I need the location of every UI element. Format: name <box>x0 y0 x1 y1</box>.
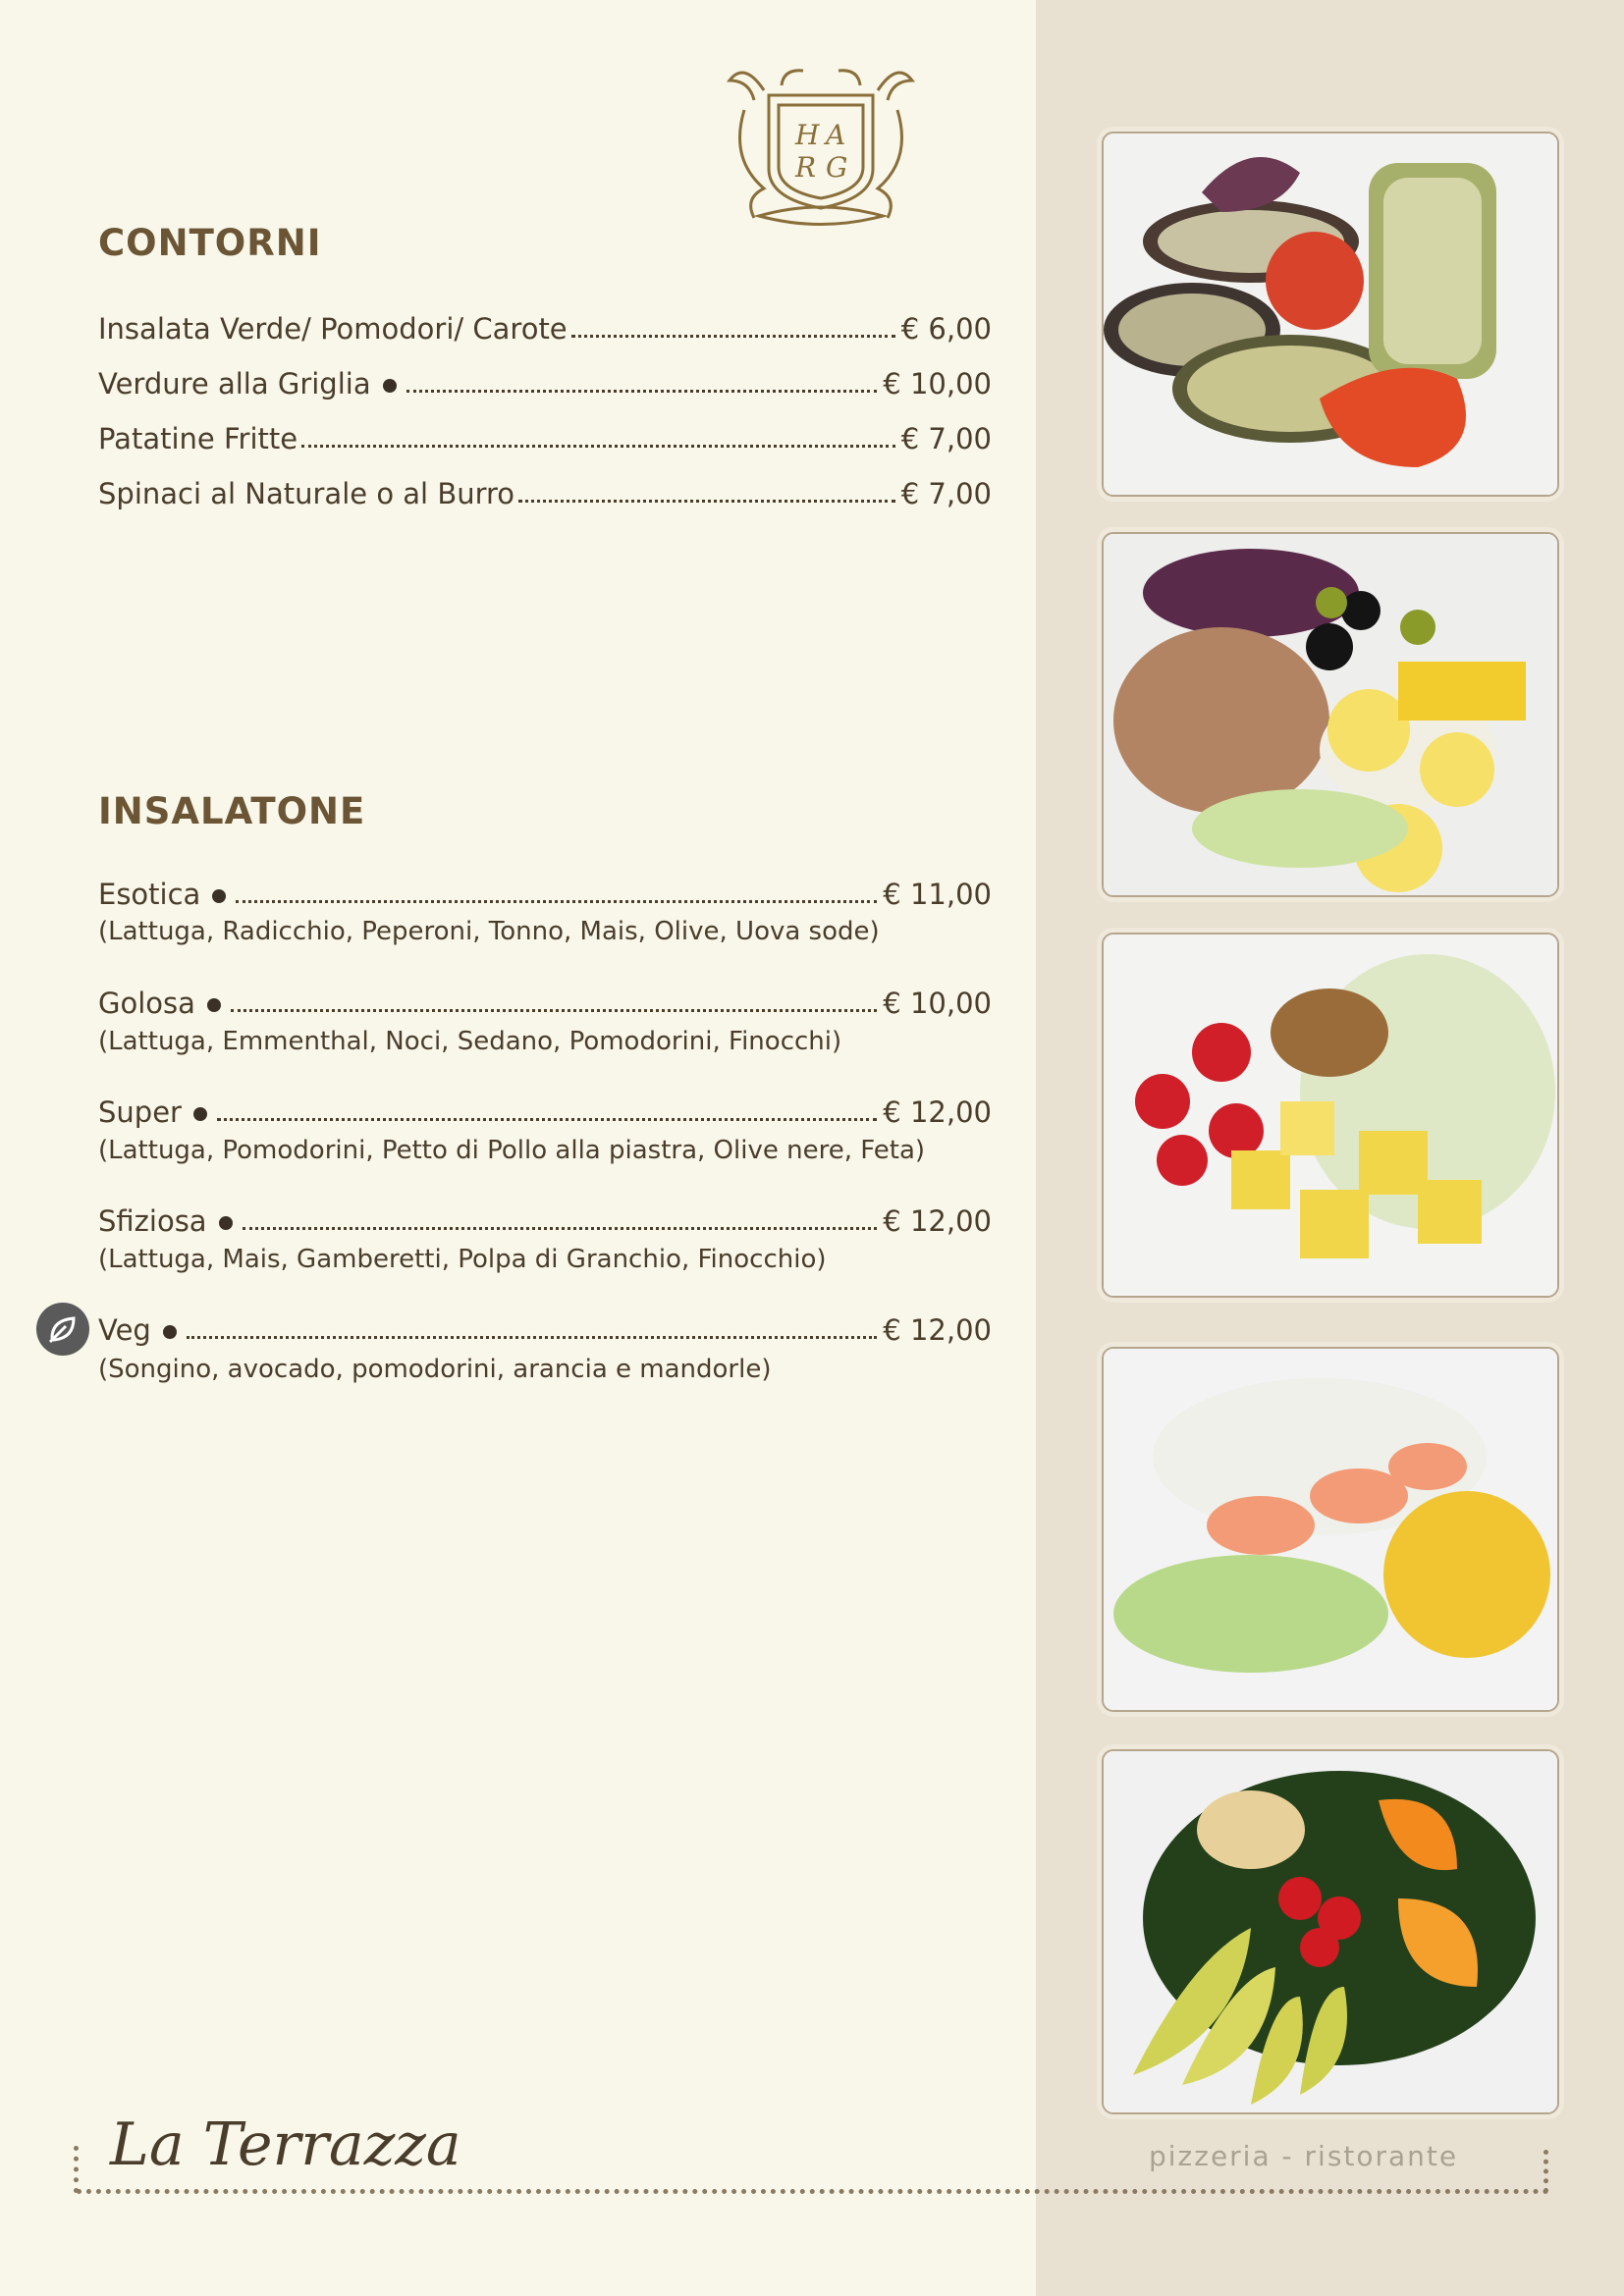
dot-leader <box>243 1227 878 1230</box>
photo-veg-salad <box>1102 1749 1559 2114</box>
dot-leader <box>571 335 895 338</box>
footer-border-left <box>74 2146 88 2193</box>
item-name: Golosa <box>98 987 195 1020</box>
item-price: € 7,00 <box>900 477 992 510</box>
dot-leader <box>301 445 895 448</box>
item-price: € 12,00 <box>883 1313 992 1347</box>
dot-leader <box>231 1009 877 1012</box>
dot-icon <box>219 1216 233 1230</box>
crest-letter-r: R <box>795 151 817 184</box>
leaf-icon <box>36 1303 89 1356</box>
dot-leader <box>217 1118 877 1121</box>
item-name: Super <box>98 1095 182 1129</box>
dot-leader <box>187 1336 877 1339</box>
menu-item-golosa <box>98 977 992 1020</box>
item-name: Verdure alla Griglia <box>98 367 371 400</box>
dot-icon <box>383 379 397 393</box>
dot-icon <box>207 998 221 1012</box>
item-price: € 10,00 <box>883 367 992 400</box>
brand-name: La Terrazza <box>110 2110 461 2179</box>
dot-leader <box>406 390 878 393</box>
photo-golosa-salad <box>1102 933 1559 1298</box>
item-name: Spinaci al Naturale o al Burro <box>98 477 515 510</box>
tagline: pizzeria - ristorante <box>1149 2140 1459 2172</box>
menu-item-insalata-verde <box>98 302 992 346</box>
dot-icon <box>163 1325 177 1339</box>
dot-leader <box>236 900 877 903</box>
item-price: € 10,00 <box>883 987 992 1020</box>
item-price: € 6,00 <box>900 312 992 346</box>
menu-item-patatine-fritte <box>98 412 992 455</box>
insalatone-title: INSALATONE <box>98 790 366 832</box>
footer-border-right <box>1543 2150 1558 2193</box>
contorni-title: CONTORNI <box>98 222 322 264</box>
photo-grilled-vegetables <box>1102 132 1559 497</box>
dot-icon <box>193 1107 207 1121</box>
item-price: € 12,00 <box>883 1204 992 1238</box>
item-ingredients: (Lattuga, Radicchio, Peperoni, Tonno, Mais, Olive, Uova sode) <box>98 917 880 946</box>
menu-item-verdure-griglia <box>98 357 992 400</box>
item-name: Esotica <box>98 878 201 911</box>
crest-letter-h: H <box>795 119 820 151</box>
item-ingredients: (Lattuga, Mais, Gamberetti, Polpa di Granchio, Finocchio) <box>98 1245 827 1274</box>
item-name: Patatine Fritte <box>98 422 298 455</box>
footer-border <box>77 2189 1549 2198</box>
menu-item-super <box>98 1086 992 1129</box>
item-name: Veg <box>98 1313 151 1347</box>
item-name: Insalata Verde/ Pomodori/ Carote <box>98 312 568 346</box>
crest-letter-g: G <box>826 151 848 184</box>
crest-logo <box>725 51 917 232</box>
menu-item-sfiziosa <box>98 1195 992 1238</box>
menu-item-esotica <box>98 868 992 911</box>
dot-leader <box>518 500 895 503</box>
item-ingredients: (Lattuga, Pomodorini, Petto di Pollo alla piastra, Olive nere, Feta) <box>98 1136 926 1165</box>
photo-sfiziosa-salad <box>1102 1347 1559 1712</box>
photo-esotica-salad <box>1102 532 1559 897</box>
item-name: Sfiziosa <box>98 1204 207 1238</box>
item-price: € 11,00 <box>883 878 992 911</box>
item-price: € 7,00 <box>900 422 992 455</box>
crest-letter-a: A <box>826 119 846 151</box>
menu-item-veg <box>98 1304 992 1347</box>
item-ingredients: (Lattuga, Emmenthal, Noci, Sedano, Pomodorini, Finocchi) <box>98 1027 842 1056</box>
item-price: € 12,00 <box>883 1095 992 1129</box>
dot-icon <box>212 889 226 903</box>
menu-item-spinaci <box>98 467 992 510</box>
item-ingredients: (Songino, avocado, pomodorini, arancia e mandorle) <box>98 1355 772 1384</box>
